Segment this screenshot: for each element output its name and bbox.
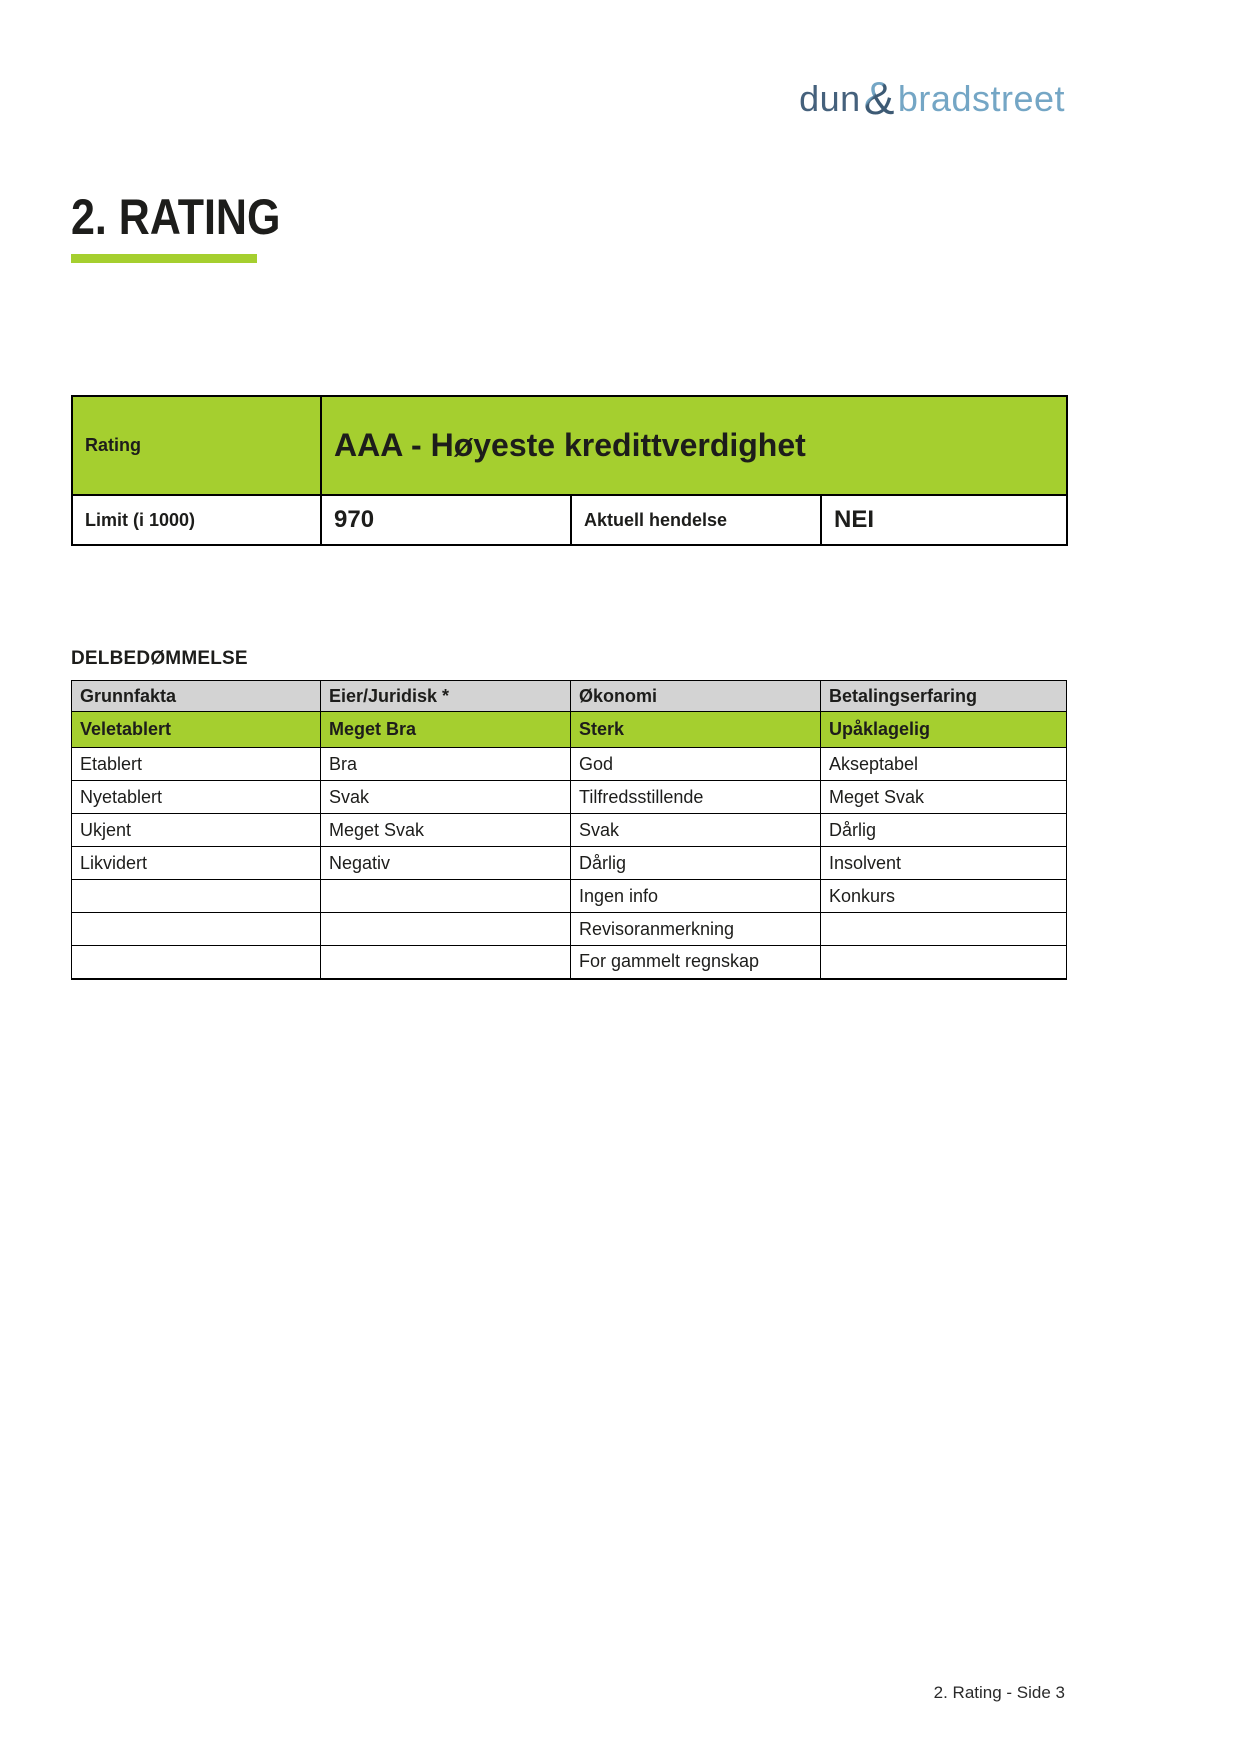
table-cell <box>821 946 1067 979</box>
rating-label: Rating <box>72 396 321 495</box>
table-cell <box>72 913 321 946</box>
table-cell: Meget Svak <box>821 781 1067 814</box>
table-cell: Bra <box>321 748 571 781</box>
table-cell: Nyetablert <box>72 781 321 814</box>
rating-value: AAA - Høyeste kredittverdighet <box>321 396 1067 495</box>
table-cell: Revisoranmerkning <box>571 913 821 946</box>
selected-grade-cell: Sterk <box>571 712 821 748</box>
table-row <box>72 913 1067 946</box>
table-cell: For gammelt regnskap <box>571 946 821 979</box>
current-event-label: Aktuell hendelse <box>571 495 821 545</box>
table-cell <box>321 880 571 913</box>
table-header-row <box>72 681 1067 712</box>
column-header-grunnfakta: Grunnfakta <box>72 681 321 712</box>
table-row <box>72 880 1067 913</box>
table-cell: God <box>571 748 821 781</box>
title-underline-bar <box>71 254 257 263</box>
ampersand-icon: & <box>863 72 895 124</box>
table-cell <box>72 946 321 979</box>
page-title: 2. RATING <box>71 189 281 245</box>
table-cell: Insolvent <box>821 847 1067 880</box>
column-header-betalingserfaring: Betalingserfaring <box>821 681 1067 712</box>
table-row <box>72 946 1067 979</box>
table-cell: Tilfredsstillende <box>571 781 821 814</box>
logo-text-bradstreet: bradstreet <box>897 78 1065 119</box>
limit-label: Limit (i 1000) <box>72 495 321 545</box>
table-cell: Dårlig <box>821 814 1067 847</box>
table-cell: Konkurs <box>821 880 1067 913</box>
table-cell: Dårlig <box>571 847 821 880</box>
table-cell: Likvidert <box>72 847 321 880</box>
column-header-okonomi: Økonomi <box>571 681 821 712</box>
current-event-value: NEI <box>821 495 1067 545</box>
table-cell <box>821 913 1067 946</box>
logo-text-dun: dun <box>799 78 861 119</box>
table-cell: Ukjent <box>72 814 321 847</box>
rating-table <box>71 395 1068 546</box>
table-cell: Svak <box>571 814 821 847</box>
delbedommelse-table <box>71 680 1067 980</box>
table-cell: Etablert <box>72 748 321 781</box>
selected-grade-cell: Meget Bra <box>321 712 571 748</box>
table-cell: Svak <box>321 781 571 814</box>
section-title-delbedommelse: DELBEDØMMELSE <box>71 648 248 669</box>
table-cell: Ingen info <box>571 880 821 913</box>
table-row <box>72 748 1067 781</box>
table-row <box>72 781 1067 814</box>
limit-row <box>72 495 1067 545</box>
selected-grade-row <box>72 712 1067 748</box>
table-row <box>72 847 1067 880</box>
dun-bradstreet-logo <box>799 68 1065 122</box>
table-cell <box>72 880 321 913</box>
rating-row <box>72 396 1067 495</box>
table-cell: Meget Svak <box>321 814 571 847</box>
table-cell: Akseptabel <box>821 748 1067 781</box>
selected-grade-cell: Upåklagelig <box>821 712 1067 748</box>
selected-grade-cell: Veletablert <box>72 712 321 748</box>
page-footer: 2. Rating - Side 3 <box>933 1683 1065 1702</box>
table-cell <box>321 946 571 979</box>
column-header-eier-juridisk: Eier/Juridisk * <box>321 681 571 712</box>
table-cell <box>321 913 571 946</box>
table-row <box>72 814 1067 847</box>
limit-value: 970 <box>321 495 571 545</box>
table-cell: Negativ <box>321 847 571 880</box>
